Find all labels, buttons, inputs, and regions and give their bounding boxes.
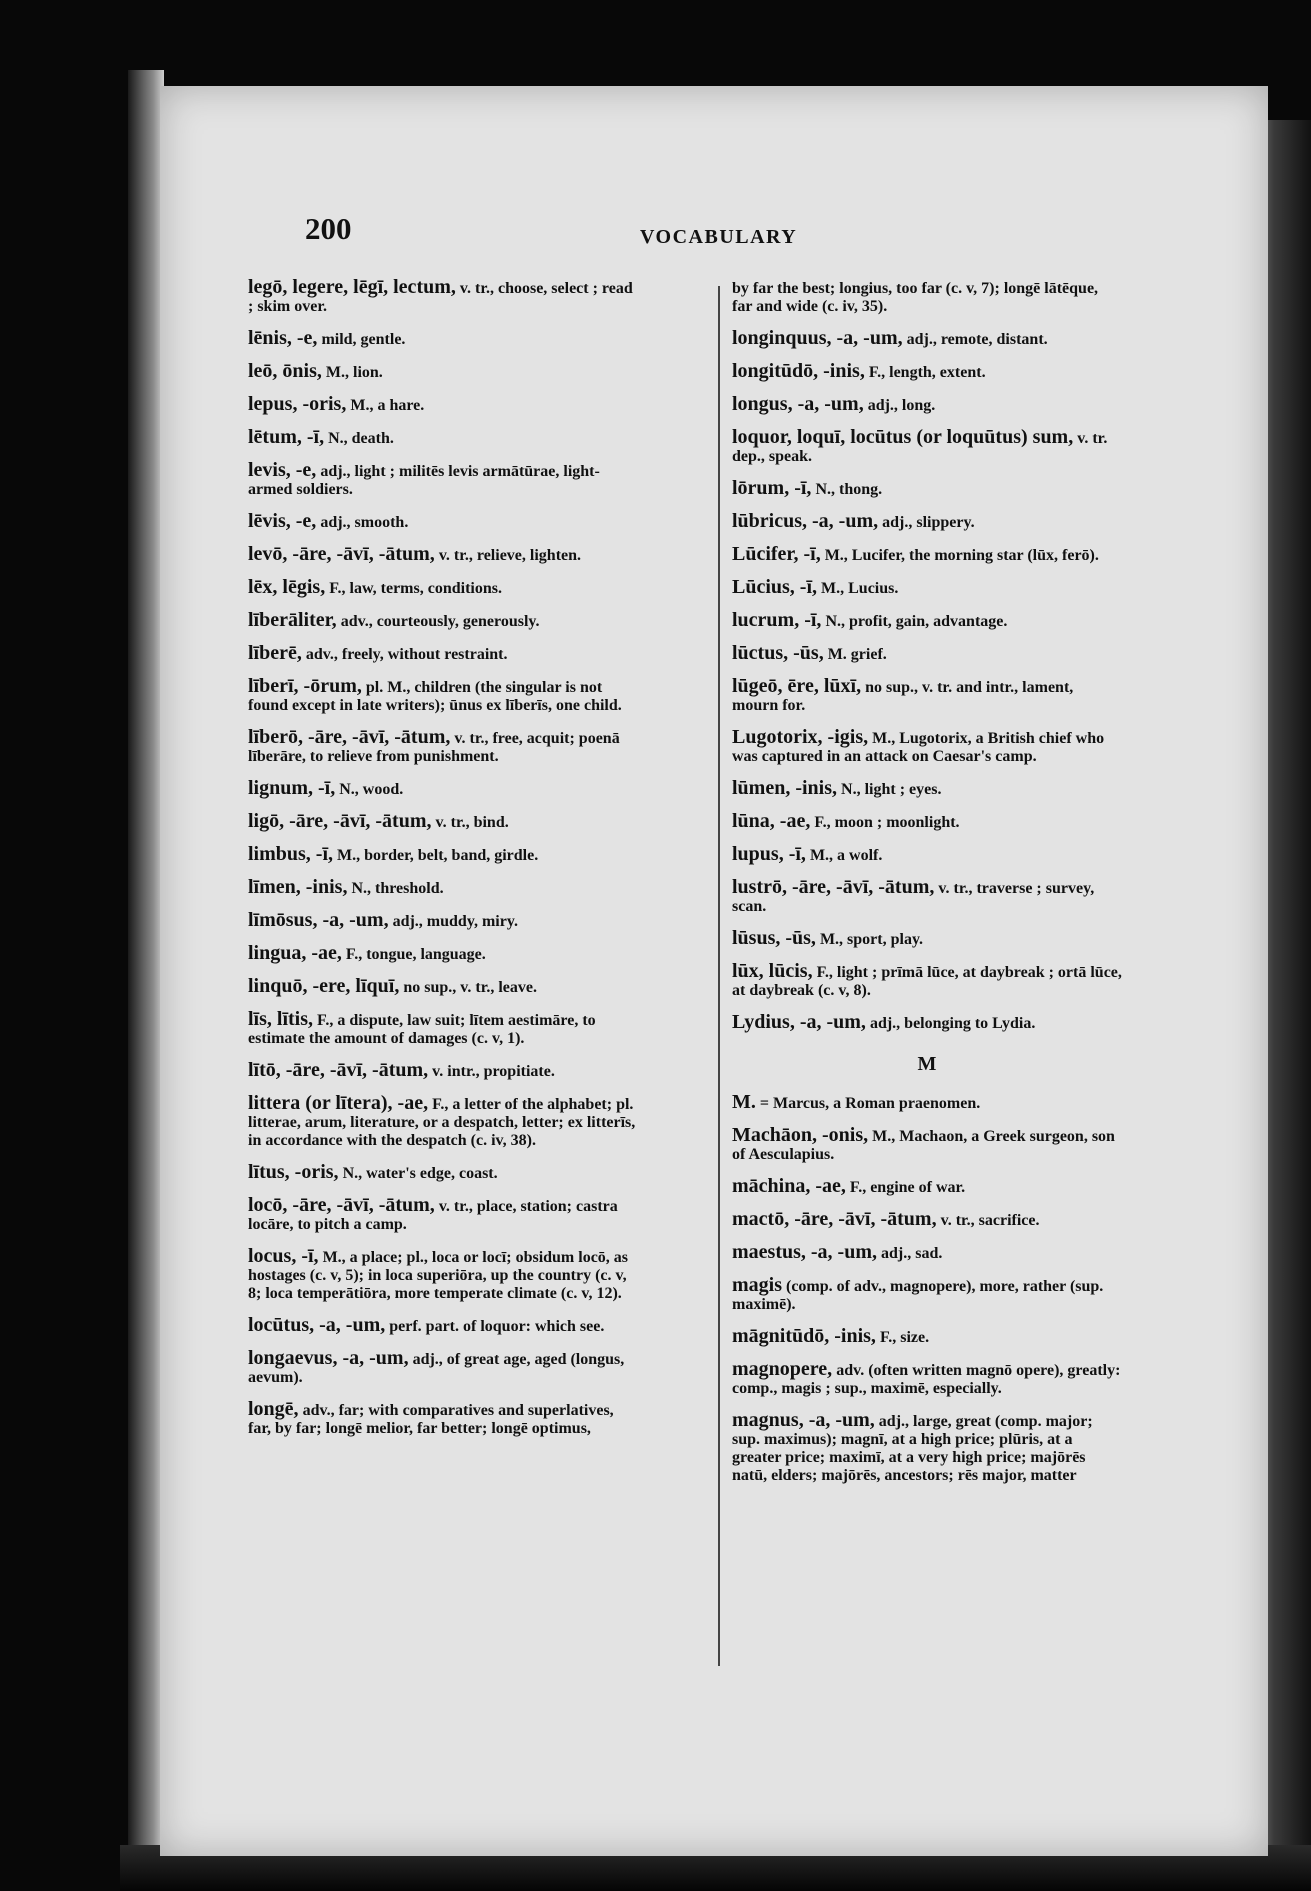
entry-headword: littera (or lītera), -ae, — [248, 1092, 429, 1114]
entry-definition: adj., large, great (comp. major; sup. maximus); magnī, at a high price; plūris, at a greater price; maximī, at a very high price; majōrēs natū, elders; majōrēs, ancestors; rēs major, matter — [732, 1413, 1093, 1484]
entry-headword: lēnis, -e, — [248, 327, 318, 349]
entry-definition: perf. part. of loquor: which see. — [389, 1318, 605, 1335]
dictionary-entry — [248, 428, 638, 448]
entry-definition: by far the best; longius, too far (c. v, 7); longē lātēque, far and wide (c. iv, 35). — [732, 280, 1099, 315]
dictionary-entry — [732, 1013, 1122, 1033]
dictionary-entry — [732, 329, 1122, 349]
dictionary-entry — [732, 845, 1122, 865]
right-column-l-entries — [732, 278, 1122, 1033]
dictionary-entry — [732, 545, 1122, 565]
entry-headword: longus, -a, -um, — [732, 393, 864, 415]
entry-definition: M., Machaon, a Greek surgeon, son of Aesculapius. — [732, 1128, 1115, 1163]
left-column — [248, 278, 638, 1451]
dictionary-entry — [248, 944, 638, 964]
dictionary-entry — [732, 512, 1122, 532]
dictionary-entry — [732, 1093, 1122, 1113]
entry-headword: magnopere, — [732, 1358, 833, 1380]
entry-definition: N., profit, gain, advantage. — [825, 613, 1008, 630]
dictionary-entry — [732, 728, 1122, 766]
entry-definition: v. tr., place, station; castra locāre, to pitch a camp. — [248, 1198, 618, 1233]
dictionary-entry — [248, 1094, 638, 1150]
dictionary-entry — [248, 278, 638, 316]
dictionary-entry — [732, 395, 1122, 415]
dictionary-entry — [248, 1010, 638, 1048]
entry-headword: magnus, -a, -um, — [732, 1409, 875, 1431]
entry-definition: M., a hare. — [350, 397, 425, 414]
entry-definition: = Marcus, a Roman praenomen. — [759, 1095, 981, 1112]
entry-headword: māgnitūdō, -inis, — [732, 1325, 876, 1347]
entry-headword: locus, -ī, — [248, 1245, 319, 1267]
entry-definition: F., a letter of the alphabet; pl. litterae, arum, literature, or a despatch, letter; ex litterīs, in accordance with the despatch (c. iv, 38). — [248, 1096, 636, 1149]
dictionary-entry — [732, 644, 1122, 664]
entry-definition: N., wood. — [339, 781, 404, 798]
dictionary-entry — [248, 728, 638, 766]
entry-headword: Lugotorix, -igis, — [732, 726, 869, 748]
entry-definition: M., Lucius. — [821, 580, 899, 597]
entry-headword: lūsus, -ūs, — [732, 927, 816, 949]
entry-headword: linquō, -ere, līquī, — [248, 975, 400, 997]
dictionary-entry — [732, 779, 1122, 799]
entry-definition: M., lion. — [325, 364, 383, 381]
dictionary-entry — [732, 812, 1122, 832]
page-number: 200 — [305, 211, 352, 246]
entry-headword: longē, — [248, 1398, 299, 1420]
entry-definition: v. tr., free, acquit; poenā līberāre, to relieve from punishment. — [248, 730, 620, 765]
entry-headword: lītō, -āre, -āvī, -ātum, — [248, 1059, 429, 1081]
entry-definition: v. tr., choose, select ; read ; skim over. — [248, 280, 633, 315]
dictionary-entry — [248, 329, 638, 349]
entry-headword: Lūcius, -ī, — [732, 576, 818, 598]
entry-definition: adj., sad. — [881, 1245, 943, 1262]
entry-headword: lignum, -ī, — [248, 777, 336, 799]
entry-definition: adj., long. — [867, 397, 936, 414]
entry-headword: lūna, -ae, — [732, 810, 811, 832]
entry-headword: M. — [732, 1091, 756, 1113]
dictionary-entry — [732, 578, 1122, 598]
entry-definition: no sup., v. tr., leave. — [403, 979, 537, 996]
dictionary-entry — [732, 1243, 1122, 1263]
entry-headword: lēx, lēgis, — [248, 576, 326, 598]
entry-headword: ligō, -āre, -āvī, -ātum, — [248, 810, 432, 832]
entry-headword: legō, legere, lēgī, lectum, — [248, 276, 456, 298]
entry-definition: F., size. — [879, 1329, 930, 1346]
dictionary-entry — [248, 1061, 638, 1081]
entry-definition: F., moon ; moonlight. — [814, 814, 960, 831]
dictionary-entry — [248, 1163, 638, 1183]
entry-definition: N., death. — [328, 430, 394, 447]
dictionary-entry — [248, 461, 638, 499]
entry-headword: locō, -āre, -āvī, -ātum, — [248, 1194, 435, 1216]
entry-definition: M., Lugotorix, a British chief who was captured in an attack on Caesar's camp. — [732, 730, 1105, 765]
scan-binding-edge — [128, 70, 164, 1860]
entry-definition: v. tr., sacrifice. — [940, 1212, 1040, 1229]
entry-headword: maestus, -a, -um, — [732, 1241, 877, 1263]
entry-headword: levis, -e, — [248, 459, 317, 481]
entry-definition: F., law, terms, conditions. — [329, 580, 502, 597]
entry-definition: v. tr., relieve, lighten. — [438, 547, 582, 564]
entry-headword: līmen, -inis, — [248, 876, 348, 898]
entry-definition: M., a wolf. — [809, 847, 883, 864]
running-head: VOCABULARY — [640, 226, 798, 248]
entry-definition: adv., courteously, generously. — [340, 613, 540, 630]
dictionary-entry — [248, 779, 638, 799]
dictionary-entry — [732, 929, 1122, 949]
dictionary-entry — [732, 428, 1122, 466]
entry-headword: līmōsus, -a, -um, — [248, 909, 389, 931]
dictionary-entry — [732, 1411, 1122, 1485]
entry-headword: lōrum, -ī, — [732, 477, 812, 499]
entry-definition: (comp. of adv., magnopere), more, rather (sup. maximē). — [732, 1278, 1104, 1313]
entry-definition: v. tr., bind. — [435, 814, 509, 831]
entry-headword: magis — [732, 1274, 782, 1296]
entry-definition: no sup., v. tr. and intr., lament, mourn for. — [732, 679, 1074, 714]
entry-headword: lētum, -ī, — [248, 426, 325, 448]
dictionary-entry — [248, 578, 638, 598]
dictionary-entry — [248, 1349, 638, 1387]
dictionary-entry — [248, 812, 638, 832]
entry-headword: locūtus, -a, -um, — [248, 1314, 386, 1336]
entry-definition: adj., light ; militēs levis armātūrae, light-armed soldiers. — [248, 463, 600, 498]
dictionary-entry — [248, 878, 638, 898]
entry-definition: M., sport, play. — [819, 931, 924, 948]
dictionary-entry — [248, 512, 638, 532]
right-column — [732, 278, 1122, 1498]
entry-definition: v. tr., traverse ; survey, scan. — [732, 880, 1095, 915]
entry-definition: adj., remote, distant. — [906, 331, 1048, 348]
entry-headword: lingua, -ae, — [248, 942, 342, 964]
entry-definition: adj., of great age, aged (longus, aevum). — [248, 1351, 625, 1386]
dictionary-entry — [732, 878, 1122, 916]
entry-definition: adj., smooth. — [320, 514, 409, 531]
entry-headword: līberāliter, — [248, 609, 337, 631]
dictionary-entry — [248, 545, 638, 565]
entry-headword: levō, -āre, -āvī, -ātum, — [248, 543, 435, 565]
dictionary-entry — [248, 395, 638, 415]
dictionary-entry — [732, 1126, 1122, 1164]
entry-headword: Machāon, -onis, — [732, 1124, 869, 1146]
dictionary-entry — [248, 677, 638, 715]
entry-headword: lūbricus, -a, -um, — [732, 510, 879, 532]
dictionary-entry — [732, 611, 1122, 631]
column-divider — [718, 286, 720, 1666]
entry-definition: M., Lucifer, the morning star (lūx, ferō). — [824, 547, 1099, 564]
dictionary-entry — [732, 677, 1122, 715]
dictionary-entry — [732, 479, 1122, 499]
entry-definition: F., a dispute, law suit; lītem aestimāre, to estimate the amount of damages (c. v, 1). — [248, 1012, 596, 1047]
entry-headword: mactō, -āre, -āvī, -ātum, — [732, 1208, 937, 1230]
entry-definition: M. grief. — [827, 646, 887, 663]
entry-definition: pl. M., children (the singular is not found except in late writers); ūnus ex līberīs, one child. — [248, 679, 622, 714]
dictionary-entry — [248, 1400, 638, 1438]
entry-headword: lītus, -oris, — [248, 1161, 339, 1183]
dictionary-entry — [732, 362, 1122, 382]
dictionary-entry — [732, 1360, 1122, 1398]
entry-headword: lūx, lūcis, — [732, 960, 813, 982]
entry-definition: N., light ; eyes. — [841, 781, 942, 798]
entry-definition: N., threshold. — [351, 880, 444, 897]
right-column-m-entries — [732, 1093, 1122, 1485]
letter-heading: M — [917, 1053, 937, 1075]
dictionary-entry — [732, 278, 1122, 316]
dictionary-entry — [248, 1247, 638, 1303]
entry-headword: lēvis, -e, — [248, 510, 317, 532]
entry-headword: māchina, -ae, — [732, 1175, 846, 1197]
dictionary-entry — [248, 911, 638, 931]
dictionary-entry — [248, 1196, 638, 1234]
entry-definition: M., border, belt, band, girdle. — [337, 847, 539, 864]
dictionary-entry — [248, 1316, 638, 1336]
entry-definition: N., water's edge, coast. — [342, 1165, 498, 1182]
entry-definition: adj., belonging to Lydia. — [869, 1015, 1036, 1032]
dictionary-entry — [732, 1327, 1122, 1347]
entry-definition: N., thong. — [815, 481, 883, 498]
entry-headword: lupus, -ī, — [732, 843, 806, 865]
entry-definition: v. intr., propitiate. — [432, 1063, 555, 1080]
entry-headword: lucrum, -ī, — [732, 609, 822, 631]
entry-headword: Lydius, -a, -um, — [732, 1011, 866, 1033]
entry-definition: mild, gentle. — [321, 331, 406, 348]
book-page — [160, 86, 1268, 1856]
entry-headword: līberī, -ōrum, — [248, 675, 362, 697]
entry-headword: longinquus, -a, -um, — [732, 327, 903, 349]
entry-definition: v. tr. dep., speak. — [732, 430, 1108, 465]
entry-headword: lūgeō, ēre, lūxī, — [732, 675, 862, 697]
entry-definition: adv., far; with comparatives and superlatives, far, by far; longē melior, far better; longē optimus, — [248, 1402, 614, 1437]
entry-headword: limbus, -ī, — [248, 843, 334, 865]
dictionary-entry — [248, 362, 638, 382]
entry-definition: F., length, extent. — [868, 364, 986, 381]
entry-definition: F., engine of war. — [849, 1179, 966, 1196]
entry-definition: adj., slippery. — [882, 514, 975, 531]
dictionary-entry — [248, 611, 638, 631]
dictionary-entry — [248, 644, 638, 664]
dictionary-entry — [248, 977, 638, 997]
entry-definition: adj., muddy, miry. — [392, 913, 518, 930]
entry-definition: adv. (often written magnō opere), greatly: comp., magis ; sup., maximē, especially. — [732, 1362, 1121, 1397]
entry-headword: loquor, loquī, locūtus (or loquūtus) sum, — [732, 426, 1074, 448]
entry-headword: lūmen, -inis, — [732, 777, 838, 799]
entry-headword: lustrō, -āre, -āvī, -ātum, — [732, 876, 935, 898]
entry-headword: Lūcifer, -ī, — [732, 543, 821, 565]
dictionary-entry — [732, 1210, 1122, 1230]
entry-headword: lepus, -oris, — [248, 393, 347, 415]
entry-headword: leō, ōnis, — [248, 360, 322, 382]
entry-definition: F., tongue, language. — [345, 946, 486, 963]
entry-definition: M., a place; pl., loca or locī; obsidum locō, as hostages (c. v, 5); in loca superiōra, up the country (c. v, 8; loca temperātiōra, more temperate climate (c. v, 12). — [248, 1249, 629, 1302]
entry-headword: līs, lītis, — [248, 1008, 314, 1030]
dictionary-entry — [732, 1177, 1122, 1197]
entry-headword: longaevus, -a, -um, — [248, 1347, 409, 1369]
entry-headword: līberē, — [248, 642, 302, 664]
entry-headword: lūctus, -ūs, — [732, 642, 824, 664]
entry-definition: F., light ; prīmā lūce, at daybreak ; ortā lūce, at daybreak (c. v, 8). — [732, 964, 1122, 999]
entry-definition: adv., freely, without restraint. — [305, 646, 508, 663]
entry-headword: līberō, -āre, -āvī, -ātum, — [248, 726, 451, 748]
entry-headword: longitūdō, -inis, — [732, 360, 865, 382]
dictionary-entry — [732, 1276, 1122, 1314]
dictionary-entry — [248, 845, 638, 865]
dictionary-entry — [732, 962, 1122, 1000]
